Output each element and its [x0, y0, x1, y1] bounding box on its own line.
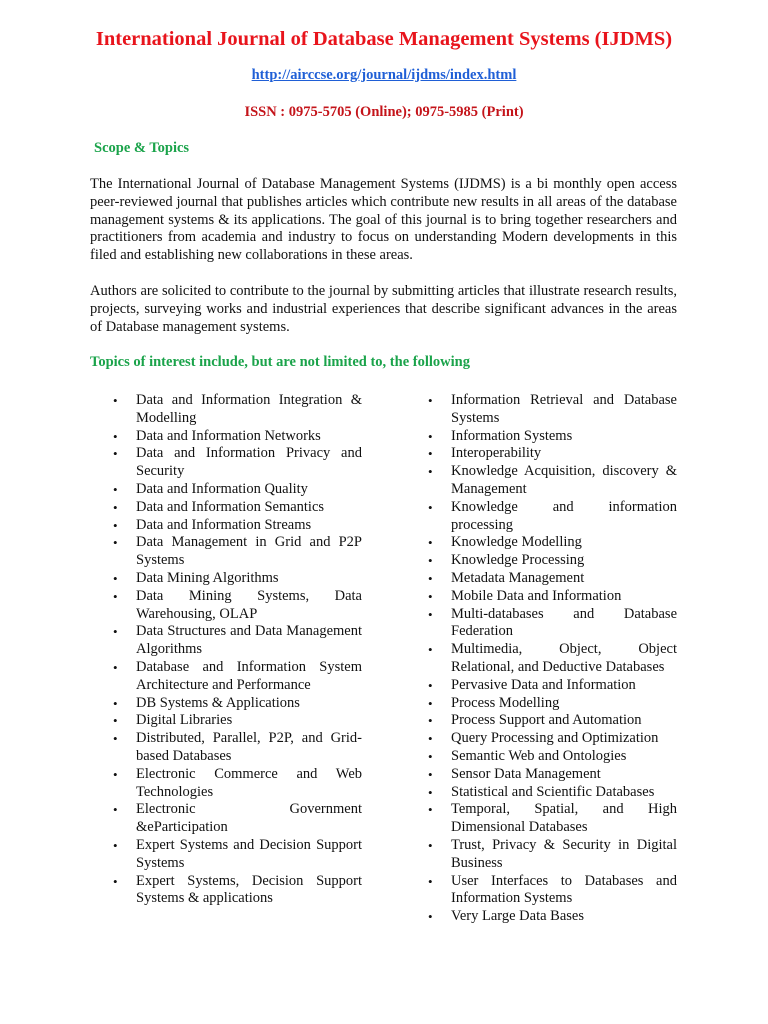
topic-item: • Data Structures and Data Management Algorithms	[113, 623, 362, 659]
topic-item: • Multi-databases and Database Federation	[428, 606, 677, 642]
topic-item: • Metadata Management	[428, 570, 677, 588]
topic-item: • Data Mining Systems, Data Warehousing, OLAP	[113, 588, 362, 624]
topic-item: • Expert Systems, Decision Support Systems & applications	[113, 873, 362, 909]
topic-item: • Data and Information Networks	[113, 428, 362, 446]
issn-line: ISSN : 0975-5705 (Online); 0975-5985 (Print)	[244, 104, 524, 120]
topic-item: • Distributed, Parallel, P2P, and Grid-based Databases	[113, 730, 362, 766]
topic-item: • Data and Information Quality	[113, 481, 362, 499]
topic-item: • Database and Information System Architecture and Performance	[113, 659, 362, 695]
topic-item: • Data and Information Integration & Modelling	[113, 392, 362, 428]
topic-item: • Expert Systems and Decision Support Systems	[113, 837, 362, 873]
scope-paragraph-1: The International Journal of Database Management Systems (IJDMS) is a bi monthly open access peer-reviewed journal that publishes articles which contribute new results in all areas of the database management systems & its applications. The goal of this journal is to bring together researchers and practitioners from academia and industry to focus on understanding Modern developments in this filed and establishing new collaborations in these areas.	[90, 176, 677, 264]
topic-item: • Data and Information Semantics	[113, 499, 362, 517]
topic-item: • Trust, Privacy & Security in Digital Business	[428, 837, 677, 873]
topic-item: • Data Mining Algorithms	[113, 570, 362, 588]
topic-item: • Pervasive Data and Information	[428, 677, 677, 695]
topic-item: • Information Systems	[428, 428, 677, 446]
journal-url-link[interactable]: http://airccse.org/journal/ijdms/index.html	[251, 67, 517, 83]
topic-item: • Sensor Data Management	[428, 766, 677, 784]
topic-item: • Statistical and Scientific Databases	[428, 784, 677, 802]
scope-paragraph-2: Authors are solicited to contribute to the journal by submitting articles that illustrate research results, projects, surveying works and industrial experiences that describe significant advances in the areas of Database management systems.	[90, 283, 677, 335]
topic-item: • DB Systems & Applications	[113, 695, 362, 713]
topic-item: • Data and Information Streams	[113, 517, 362, 535]
topic-item: • Digital Libraries	[113, 712, 362, 730]
topic-item: • Mobile Data and Information	[428, 588, 677, 606]
topic-item: • Knowledge and information processing	[428, 499, 677, 535]
topic-item: • Process Support and Automation	[428, 712, 677, 730]
topic-item: • Very Large Data Bases	[428, 908, 677, 926]
topic-item: • Data and Information Privacy and Security	[113, 445, 362, 481]
topic-item: • Data Management in Grid and P2P Systems	[113, 534, 362, 570]
topic-item: • Knowledge Processing	[428, 552, 677, 570]
topics-heading: Topics of interest include, but are not limited to, the following	[90, 354, 470, 370]
topics-list-right	[428, 392, 677, 926]
topic-item: • Information Retrieval and Database Systems	[428, 392, 677, 428]
topic-item: • Semantic Web and Ontologies	[428, 748, 677, 766]
topic-item: • Electronic Government &eParticipation	[113, 801, 362, 837]
topic-item: • Knowledge Acquisition, discovery & Management	[428, 463, 677, 499]
topic-item: • User Interfaces to Databases and Information Systems	[428, 873, 677, 909]
journal-title: International Journal of Database Management Systems (IJDMS)	[95, 28, 673, 50]
topic-item: • Electronic Commerce and Web Technologies	[113, 766, 362, 802]
scope-heading: Scope & Topics	[94, 140, 190, 156]
topics-list-left	[113, 392, 362, 908]
topic-item: • Process Modelling	[428, 695, 677, 713]
topic-item: • Interoperability	[428, 445, 677, 463]
topic-item: • Temporal, Spatial, and High Dimensional Databases	[428, 801, 677, 837]
topic-item: • Query Processing and Optimization	[428, 730, 677, 748]
topic-item: • Knowledge Modelling	[428, 534, 677, 552]
topic-item: • Multimedia, Object, Object Relational, and Deductive Databases	[428, 641, 677, 677]
